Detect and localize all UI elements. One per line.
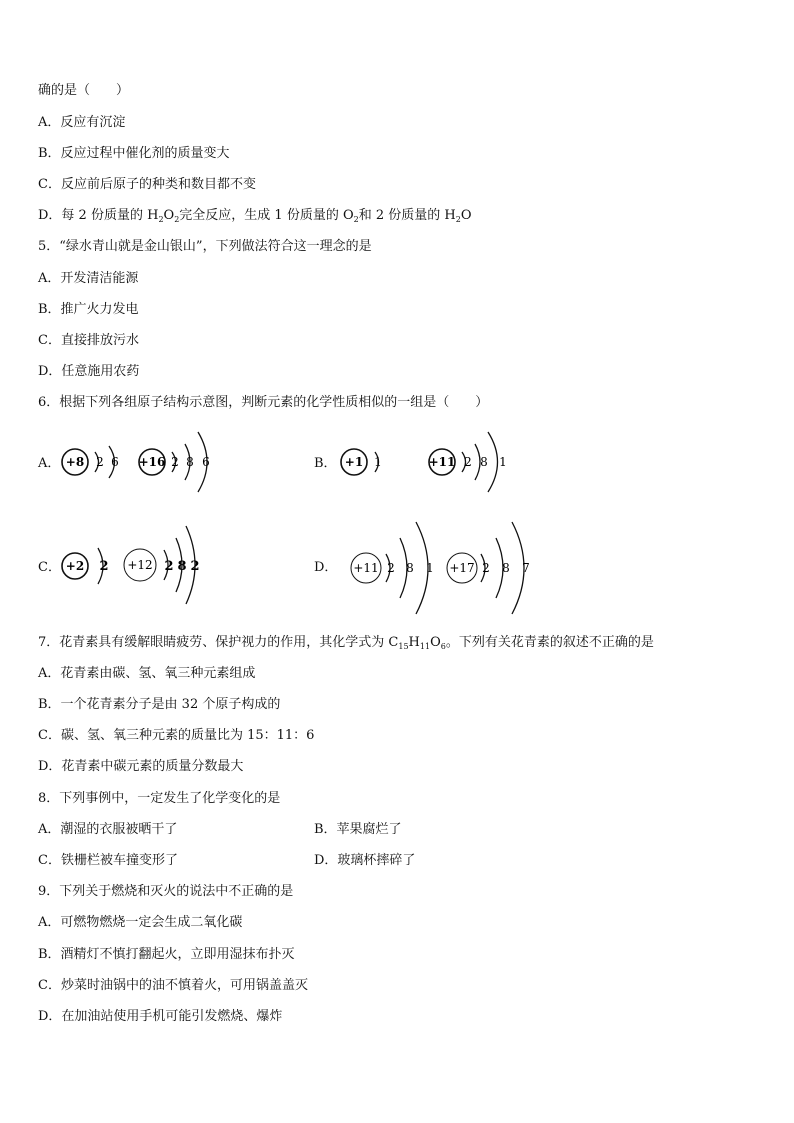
- shell-electron-count: 2: [171, 455, 179, 469]
- q8-option-b: B．苹果腐烂了: [314, 822, 402, 837]
- q7-option-a: A．花青素由碳、氢、氧三种元素组成: [38, 666, 256, 681]
- shell-electron-count: 2: [464, 455, 472, 469]
- q6-label-c: C．: [38, 560, 61, 575]
- atom-diagram-b1: [338, 440, 388, 484]
- q6-label-a: A．: [38, 456, 61, 471]
- electron-shell-arc: [488, 432, 498, 492]
- q4-option-c: C．反应前后原子的种类和数目都不变: [38, 177, 256, 192]
- shell-electron-count: 2: [96, 455, 104, 469]
- shell-electron-count: 8: [186, 455, 194, 469]
- nucleus-charge: +1: [344, 455, 364, 469]
- shell-electron-count: 1: [374, 455, 382, 469]
- shell-electron-count: 8: [406, 561, 414, 575]
- shell-electron-count: 2: [190, 559, 200, 574]
- q7-option-c: C．碳、氢、氧三种元素的质量比为 15：11：6: [38, 728, 315, 743]
- q5-option-c: C．直接排放污水: [38, 333, 139, 348]
- q4-stem-tail: 确的是（ ）: [38, 83, 130, 98]
- q4-option-a: A．反应有沉淀: [38, 115, 126, 130]
- q8-option-a: A．潮湿的衣服被晒干了: [38, 822, 178, 837]
- shell-electron-count: 8: [480, 455, 488, 469]
- q5-stem: 5．“绿水青山就是金山银山”，下列做法符合这一理念的是: [38, 239, 372, 254]
- q9-option-d: D．在加油站使用手机可能引发燃烧、爆炸: [38, 1009, 283, 1024]
- nucleus-charge: +11: [353, 561, 379, 575]
- q6-label-d: D．: [314, 560, 338, 575]
- atom-diagram-c1: [58, 540, 118, 592]
- q8-option-d: D．玻璃杯摔碎了: [314, 853, 416, 868]
- q7-option-d: D．花青素中碳元素的质量分数最大: [38, 759, 244, 774]
- q4-option-d: D．每 2 份质量的 $H_2O_2$完全反应，生成 1 份质量的 $O_2$和 2 份质量的 $H_2O$: [38, 208, 472, 224]
- atom-diagram-b2: [425, 428, 515, 496]
- shell-electron-count: 8: [177, 559, 187, 574]
- shell-electron-count: 2: [99, 559, 109, 574]
- q7-option-b: B．一个花青素分子是由 32 个原子构成的: [38, 697, 281, 712]
- shell-electron-count: 2: [482, 561, 490, 575]
- nucleus-charge: +16: [138, 455, 166, 469]
- q8-stem: 8．下列事例中，一定发生了化学变化的是: [38, 791, 281, 806]
- atom-diagram-c2: [120, 522, 210, 608]
- shell-electron-count: 6: [202, 455, 210, 469]
- q4-option-b: B．反应过程中催化剂的质量变大: [38, 146, 230, 161]
- nucleus-charge: +2: [65, 559, 85, 573]
- atom-diagram-a2: [136, 428, 226, 496]
- q9-option-c: C．炒菜时油锅中的油不慎着火，可用锅盖盖灭: [38, 978, 308, 993]
- atom-diagram-d1: [344, 518, 444, 618]
- nucleus-charge: +8: [65, 455, 85, 469]
- shell-electron-count: 1: [426, 561, 434, 575]
- q6-label-b: B．: [314, 456, 337, 471]
- q8-option-c: C．铁栅栏被车撞变形了: [38, 853, 178, 868]
- shell-electron-count: 2: [164, 559, 174, 574]
- atom-diagram-d2: [440, 518, 540, 618]
- q7-stem: 7．花青素具有缓解眼睛疲劳、保护视力的作用，其化学式为 $C_{15}H_{11}O_6$。下列有关花青素的叙述不正确的是: [38, 635, 654, 651]
- q5-option-d: D．任意施用农药: [38, 364, 140, 379]
- shell-electron-count: 6: [111, 455, 119, 469]
- atom-diagram-a1: [60, 440, 130, 484]
- q9-stem: 9．下列关于燃烧和灭火的说法中不正确的是: [38, 884, 294, 899]
- shell-electron-count: 1: [499, 455, 507, 469]
- nucleus-charge: +17: [449, 561, 475, 575]
- q6-stem: 6．根据下列各组原子结构示意图，判断元素的化学性质相似的一组是（ ）: [38, 395, 489, 410]
- q9-option-b: B．酒精灯不慎打翻起火，立即用湿抹布扑灭: [38, 947, 295, 962]
- q9-option-a: A．可燃物燃烧一定会生成二氧化碳: [38, 915, 243, 930]
- q5-option-b: B．推广火力发电: [38, 302, 139, 317]
- nucleus-charge: +12: [127, 558, 153, 572]
- shell-electron-count: 8: [502, 561, 510, 575]
- nucleus-charge: +11: [428, 455, 456, 469]
- shell-electron-count: 2: [387, 561, 395, 575]
- q5-option-a: A．开发清洁能源: [38, 271, 139, 286]
- shell-electron-count: 7: [522, 561, 530, 575]
